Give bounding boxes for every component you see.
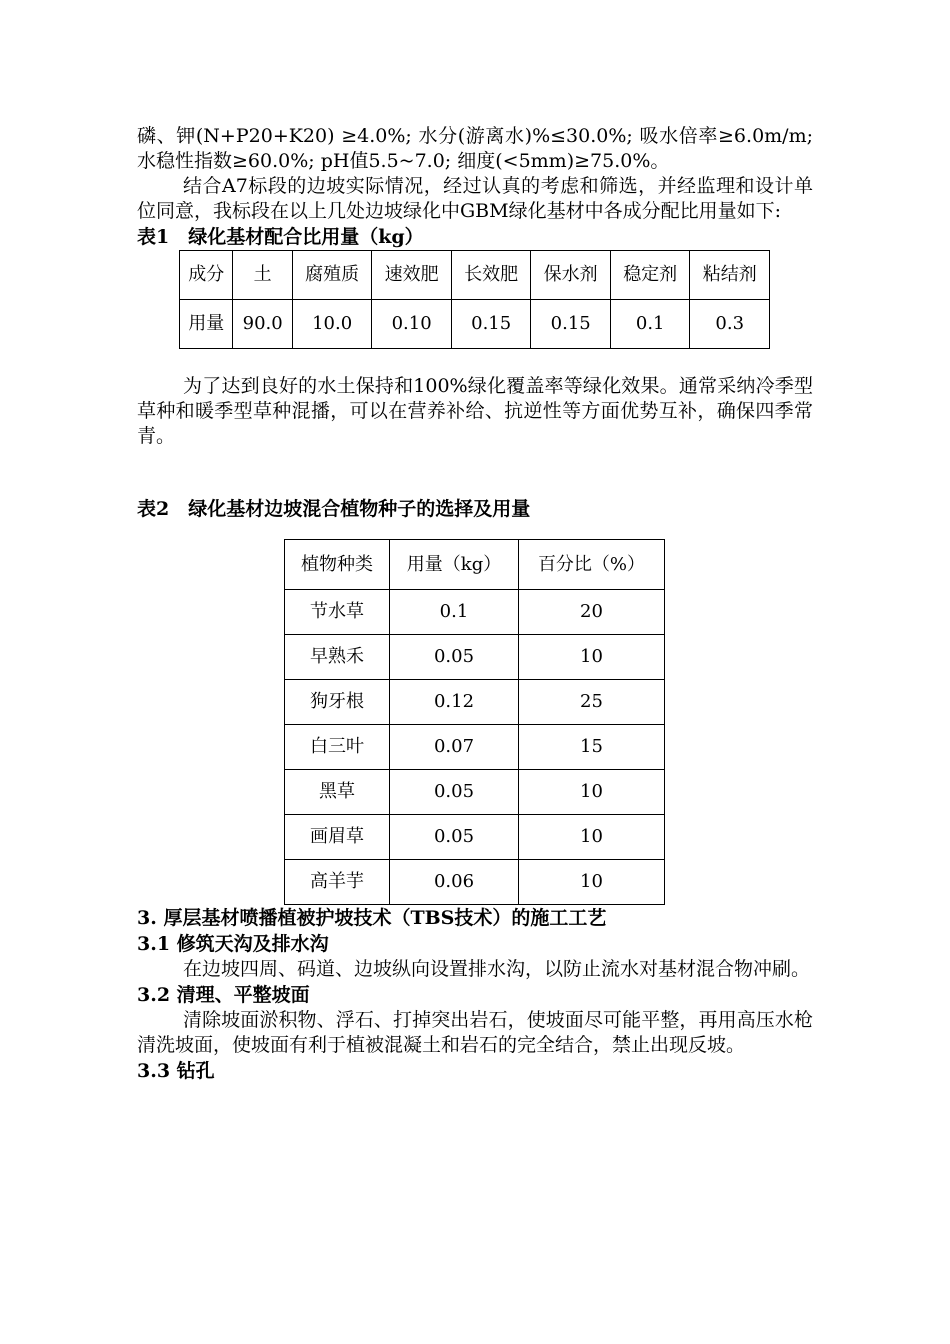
section-3-1-paragraph: 在边坡四周、码道、边坡纵向设置排水沟，以防止流水对基材混合物冲刷。: [183, 958, 811, 980]
table-cell: 百分比（%）: [519, 540, 665, 590]
table-cell: 黑草: [285, 770, 390, 815]
section-3-2-paragraph: 清除坡面淤积物、浮石、打掉突出岩石，使坡面尽可能平整，再用高压水枪清洗坡面，使坡面有利于植被混凝土和岩石的完全结合，禁止出现反坡。: [137, 1009, 813, 1056]
table-cell: 10: [519, 815, 665, 860]
table-cell: 画眉草: [285, 815, 390, 860]
table-cell: 保水剂: [531, 251, 611, 300]
table-cell: 10: [519, 770, 665, 815]
table-row: [285, 815, 665, 860]
section-3-heading: 3. 厚层基材喷播植被护坡技术（TBS技术）的施工工艺: [137, 907, 607, 929]
table-cell: 0.12: [390, 680, 519, 725]
table-cell: 0.06: [390, 860, 519, 905]
table-row: [285, 770, 665, 815]
table-cell: 稳定剂: [610, 251, 690, 300]
table-cell: 成分: [180, 251, 233, 300]
table-cell: 0.05: [390, 815, 519, 860]
mix-paragraph: 为了达到良好的水土保持和100%绿化覆盖率等绿化效果。通常采纳冷季型草种和暖季型草种混播，可以在营养补给、抗逆性等方面优势互补，确保四季常青。: [137, 375, 813, 447]
mix-ratio-table: [179, 250, 770, 349]
table-cell: 长效肥: [451, 251, 531, 300]
document-page: [137, 124, 813, 1084]
table-cell: 15: [519, 725, 665, 770]
table-row: [285, 635, 665, 680]
table-cell: 10: [519, 635, 665, 680]
table-row: [285, 590, 665, 635]
table-cell: 腐殖质: [292, 251, 372, 300]
table-cell: 10: [519, 860, 665, 905]
table-cell: 25: [519, 680, 665, 725]
table-cell: 早熟禾: [285, 635, 390, 680]
section-3-3-heading: 3.3 钻孔: [137, 1060, 215, 1082]
table-cell: 0.1: [610, 300, 690, 349]
spec-paragraph: 磷、钾(N+P20+K20) ≥4.0%; 水分(游离水)%≤30.0%; 吸水倍率≥6.0m/m; 水稳性指数≥60.0%; pH值5.5~7.0; 细度(<5mm)≥75.0%。: [137, 125, 813, 172]
table-cell: 0.05: [390, 770, 519, 815]
table-cell: 0.07: [390, 725, 519, 770]
table-cell: 10.0: [292, 300, 372, 349]
table-cell: 90.0: [233, 300, 292, 349]
table2-caption: 表2 绿化基材边坡混合植物种子的选择及用量: [137, 498, 531, 520]
table-row: [180, 251, 770, 300]
table-cell: 植物种类: [285, 540, 390, 590]
intro-paragraph: 结合A7标段的边坡实际情况，经过认真的考虑和筛选，并经监理和设计单位同意，我标段在以上几处边坡绿化中GBM绿化基材中各成分配比用量如下:: [137, 175, 813, 222]
table-cell: 用量（kg）: [390, 540, 519, 590]
table-cell: 狗牙根: [285, 680, 390, 725]
table-cell: 速效肥: [372, 251, 452, 300]
table1-caption: 表1 绿化基材配合比用量（kg）: [137, 226, 424, 248]
table-row: [285, 680, 665, 725]
table-cell: 粘结剂: [690, 251, 770, 300]
table-row: [285, 725, 665, 770]
table-cell: 土: [233, 251, 292, 300]
table-cell: 0.10: [372, 300, 452, 349]
table-cell: 用量: [180, 300, 233, 349]
section-3-2-heading: 3.2 清理、平整坡面: [137, 984, 310, 1006]
table-cell: 节水草: [285, 590, 390, 635]
table-row: [285, 540, 665, 590]
table-cell: 白三叶: [285, 725, 390, 770]
table-row: [180, 300, 770, 349]
table-cell: 0.15: [451, 300, 531, 349]
table-cell: 0.15: [531, 300, 611, 349]
table-row: [285, 860, 665, 905]
table-cell: 0.1: [390, 590, 519, 635]
table-cell: 0.05: [390, 635, 519, 680]
table-cell: 高羊芋: [285, 860, 390, 905]
table-cell: 0.3: [690, 300, 770, 349]
seed-table: [284, 539, 665, 905]
section-3-1-heading: 3.1 修筑天沟及排水沟: [137, 933, 329, 955]
table-cell: 20: [519, 590, 665, 635]
